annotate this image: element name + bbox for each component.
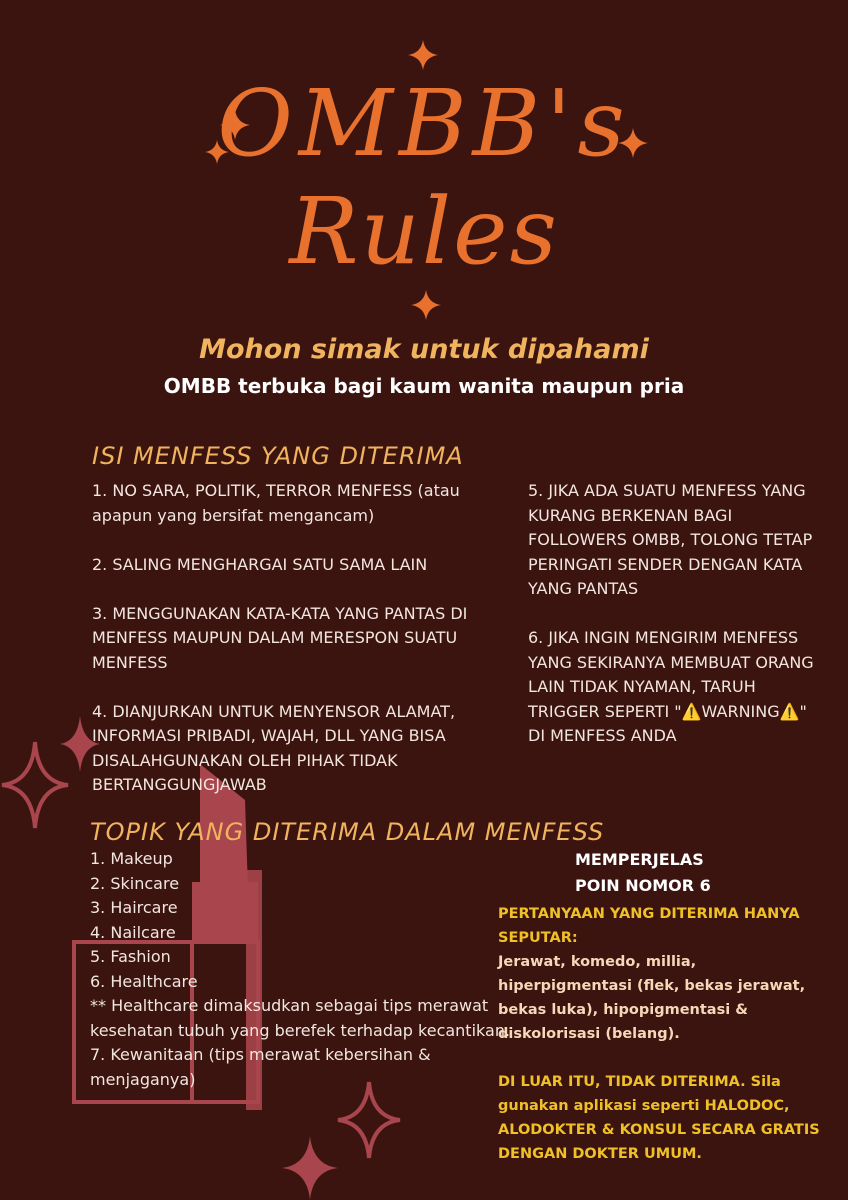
clarification-outro: DI LUAR ITU, TIDAK DITERIMA. Sila gunakan aplikasi seperti HALODOC, ALODOKTER & KONSUL SECARA GRATIS DENGAN DOKTER UMUM. — [498, 1074, 820, 1162]
sparkle-icon — [408, 40, 438, 70]
topic-list — [90, 847, 550, 1092]
sparkle-icon — [411, 290, 441, 320]
rule-3: 3. MENGGUNAKAN KATA-KATA YANG PANTAS DI MENFESS MAUPUN DALAM MERESPON SUATU MENFESS — [92, 603, 468, 672]
title-line-1: OMBB's — [217, 70, 631, 177]
rules-column-left — [92, 479, 512, 798]
rule-2: 2. SALING MENGHARGAI SATU SAMA LAIN — [92, 554, 428, 574]
clarification-body — [498, 902, 833, 1166]
topic-item: 3. Haircare — [90, 898, 178, 917]
section-heading-topics: TOPIK YANG DITERIMA DALAM MENFESS — [90, 818, 605, 846]
topic-item: 4. Nailcare — [90, 922, 176, 942]
clarification-list: Jerawat, komedo, millia, hiperpigmentasi (flek, bekas jerawat, bekas luka), hipopigmentasi & diskolorisasi (belang). — [498, 954, 806, 1042]
rule-6: 6. JIKA INGIN MENGIRIM MENFESS YANG SEKIRANYA MEMBUAT ORANG LAIN TIDAK NYAMAN, TARUH TRIGGER SEPERTI "⚠️WARNING⚠️" DI MENFESS ANDA — [528, 628, 814, 745]
sparkle-icon — [0, 740, 70, 830]
topic-item: 6. Healthcare — [90, 971, 198, 991]
section-heading-accepted: ISI MENFESS YANG DITERIMA — [92, 442, 464, 470]
topic-item: 7. Kewanitaan (tips merawat kebersihan & menjaganya) — [90, 1045, 431, 1089]
subtitle: Mohon simak untuk dipahami — [199, 334, 649, 365]
rule-4: 4. DIANJURKAN UNTUK MENYENSOR ALAMAT, INFORMASI PRIBADI, WAJAH, DLL YANG BISA DISALAHGUNAKAN OLEH PIHAK TIDAK BERTANGGUNGJAWAB — [92, 701, 456, 794]
clarification-intro: PERTANYAAN YANG DITERIMA HANYA SEPUTAR: — [498, 906, 800, 946]
clarification-heading-line-2: POIN NOMOR 6 — [575, 876, 711, 895]
rule-1: 1. NO SARA, POLITIK, TERROR MENFESS (atau apapun yang bersifat mengancam) — [92, 481, 460, 525]
topic-item: 1. Makeup — [90, 849, 173, 868]
rule-5: 5. JIKA ADA SUATU MENFESS YANG KURANG BERKENAN BAGI FOLLOWERS OMBB, TOLONG TETAP PERINGATI SENDER DENGAN KATA YANG PANTAS — [528, 481, 813, 598]
rules-column-right — [528, 479, 818, 749]
topic-item: 5. Fashion — [90, 947, 171, 966]
topic-item: 2. Skincare — [90, 873, 180, 893]
sparkle-icon — [336, 1080, 402, 1160]
topic-note: ** Healthcare dimaksudkan sebagai tips merawat kesehatan tubuh yang berefek terhadap kecantikan. — [90, 996, 511, 1040]
tagline: OMBB terbuka bagi kaum wanita maupun pria — [163, 374, 685, 398]
clarification-heading-line-1: MEMPERJELAS — [575, 850, 704, 869]
clarification-heading — [575, 847, 711, 899]
title-line-2: Rules — [289, 178, 559, 285]
sparkle-icon — [282, 1136, 338, 1200]
